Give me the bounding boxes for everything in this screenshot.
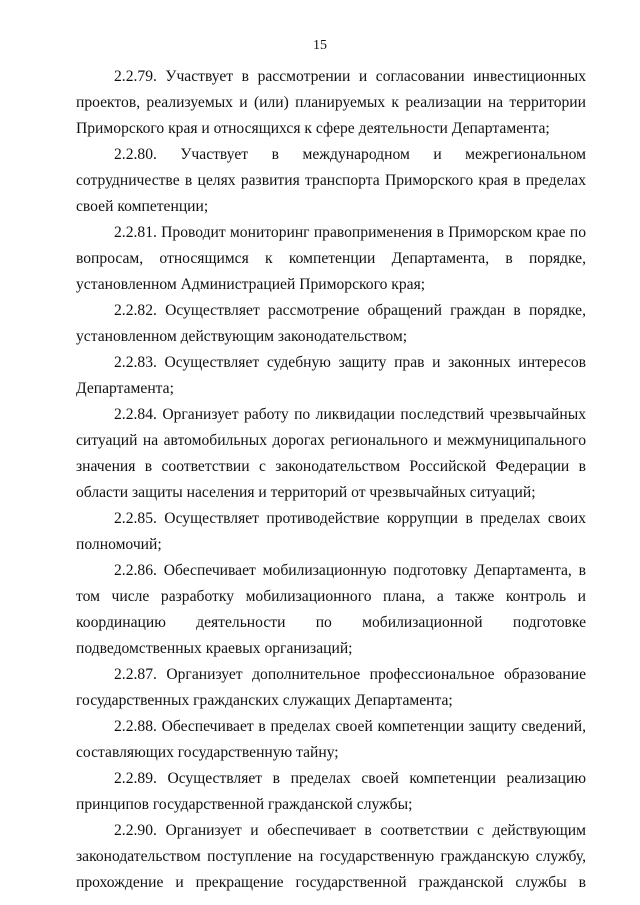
paragraph-2-2-79: 2.2.79. Участвует в рассмотрении и согласовании инвестиционных проектов, реализуемых и (или) планируемых к реализации на территории Приморского края и относящихся к сфере деятельности Департамента; (76, 68, 586, 137)
paragraph-2-2-85: 2.2.85. Осуществляет противодействие коррупции в пределах своих полномочий; (76, 510, 586, 553)
page-number: 15 (313, 38, 327, 53)
paragraph-2-2-80: 2.2.80. Участвует в международном и межрегиональном сотрудничестве в целях развития транспорта Приморского края в пределах своей компетенции; (76, 146, 586, 215)
paragraph-2-2-89: 2.2.89. Осуществляет в пределах своей компетенции реализацию принципов государственной гражданской службы; (76, 770, 586, 813)
paragraph-2-2-87: 2.2.87. Организует дополнительное профессиональное образование государственных гражданских служащих Департамента; (76, 666, 586, 709)
paragraph-2-2-82: 2.2.82. Осуществляет рассмотрение обращений граждан в порядке, установленном действующим законодательством; (76, 302, 586, 345)
paragraph-2-2-81: 2.2.81. Проводит мониторинг правоприменения в Приморском крае по вопросам, относящимся к компетенции Департамента, в порядке, установленном Администрацией Приморского края; (76, 224, 586, 293)
paragraph-2-2-83: 2.2.83. Осуществляет судебную защиту прав и законных интересов Департамента; (76, 354, 586, 397)
document-body (76, 64, 586, 896)
paragraph-2-2-84: 2.2.84. Организует работу по ликвидации последствий чрезвычайных ситуаций на автомобильных дорогах регионального и межмуниципального значения в соответствии с законодательством Российской Федерации в области защиты населения и территорий от чрезвычайных ситуаций; (76, 406, 586, 501)
paragraph-2-2-90: 2.2.90. Организует и обеспечивает в соответствии с действующим законодательством поступление на государственную гражданскую службу, прохождение и прекращение государственной гражданской службы в (76, 822, 586, 891)
paragraph-2-2-88: 2.2.88. Обеспечивает в пределах своей компетенции защиту сведений, составляющих государственную тайну; (76, 718, 586, 761)
paragraph-2-2-86: 2.2.86. Обеспечивает мобилизационную подготовку Департамента, в том числе разработку мобилизационного плана, а также контроль и координацию деятельности по мобилизационной подготовке подведомственных краевых организаций; (76, 562, 586, 657)
